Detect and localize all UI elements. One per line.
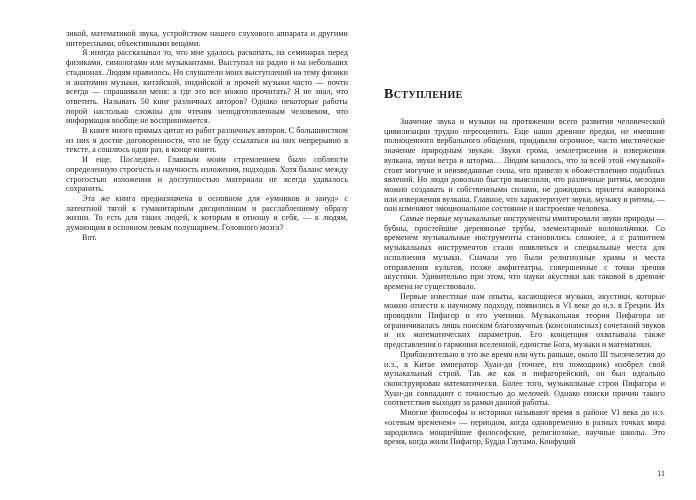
paragraph: В книге много прямых цитат из работ различных авторов. С большинством из них я достиг договоренности, что не буду ссылаться на них непрерывно в тексте, а сошлюсь один раз, в конце книги.: [66, 126, 348, 155]
page-number: 11: [657, 469, 665, 478]
paragraph: Приблизительно в это же время или чуть раньше, около III тысячелетия до н.э., в Китае император Хуан-ди (точнее, его помощник) изобрел свой музыкальный строй. Так же как и пифагорейский, он был идеально сконструирован математически. Более того, музыкальные строи Пифагора и Хуан-ди совпадают с точностью до мелочей. Однако поиски причин такого соответствия выходят за рамки данной работы.: [384, 349, 665, 408]
chapter-heading: Вступление: [384, 87, 463, 102]
paragraph: Эта же книга предназначена в основном для «умников и зануд» с латентной тягой к гуманитарным дисциплинам и расслабленному образу жизни. То есть для таких людей, к которым я отношу и себя, — к людям, думающим в основном левым полушарием. Головного мозга?: [66, 193, 348, 233]
paragraph: Вот.: [82, 232, 97, 242]
paragraph: зикой, математикой звука, устройством нашего слухового аппарата и другими интересными, объективными вещами.: [66, 29, 348, 48]
paragraph: Самые первые музыкальные инструменты имитировали звуки природы — бубны, простейшие деревянные трубы, элементарные колокольчики. Со временем музыкальные инструменты становились сложнее, а с развитием музыкальных инструментов стали появляться и специальные места для исполнения музыки. Сначала это были религиозные храмы и места отправления культов, позже амфитеатры, совершенные с точки зрения акустики. Удивительно при этом, что науки акустики как таковой в древние времена не существовало.: [384, 214, 665, 291]
paragraph: Значение звука и музыки на протяжении всего развития человеческой цивилизации трудно переоценить. Еще наши древние предки, не имевшие полноценного вербального общения, придавали огромное, часто мистическое значение природным звукам. Звуки грома, землетрясения и извержения вулкана, звуки ветра и шторма… Людям казалось, что за всей этой «музыкой» стоят могучие и неизведанные силы, что привело к обожествлению подобных явлений. Но люди довольно быстро выяснили, что различные ритмы, мелодии можно создавать и собственными силами, не дожидаясь прилета жаворонка или извержения вулкана. Главное, что характеризует звуки, музыку и ритмы, — они изменяют эмоциональное состояние и настроение человека.: [384, 117, 665, 214]
paragraph: Я иногда рассказывал то, что мне удалось раскопать, на семинарах перед физиками, синологами или музыкантами. Выступал на радио и на небольших стадионах. Людям нравилось. Но слушатели моих выступлений на тему физики и анатомии музыки, китайской, индийской и прочей музыки часто — почти всегда — спрашивали меня: а где это все можно прочитать? Я не знал, что ответить. Называть 50 книг различных авторов? Однако некоторые работы порой настолько сложны для чтения неподготовленным человеком, что информация вообще не воспринимается.: [66, 48, 348, 126]
paragraph: Многие философы и историки называют время в районе VI века до н.э. «осевым временем» — периодом, когда одновременно в разных точках мира зародились мощнейшие философские, религиозные, научные школы. Это время, когда жили Пифагор, Будда Гаутама, Конфуций: [384, 408, 665, 447]
left-page: [66, 29, 348, 242]
paragraph: Первые известные нам опыты, касающиеся музыки, акустики, которые можно отнести к научному подходу, появились в VI веке до н.э. в Греции. Их проводили Пифагор и его ученики. Музыкальная теория Пифагора не ограничивалась лишь поиском благозвучных (консонансных) сочетаний звуков и их математических параметров. Его концепция охватывала также представления о гармонии вселенной, единстве Бога, музыки и математики.: [384, 291, 665, 350]
paragraph: И еще. Последнее. Главным моим стремлением было соблюсти определенную строгость и научность изложения, подходов. Хотя баланс между строгостью изложения и доступностью материала не всегда удавалось сохранить.: [66, 155, 348, 194]
right-page: [384, 87, 665, 447]
